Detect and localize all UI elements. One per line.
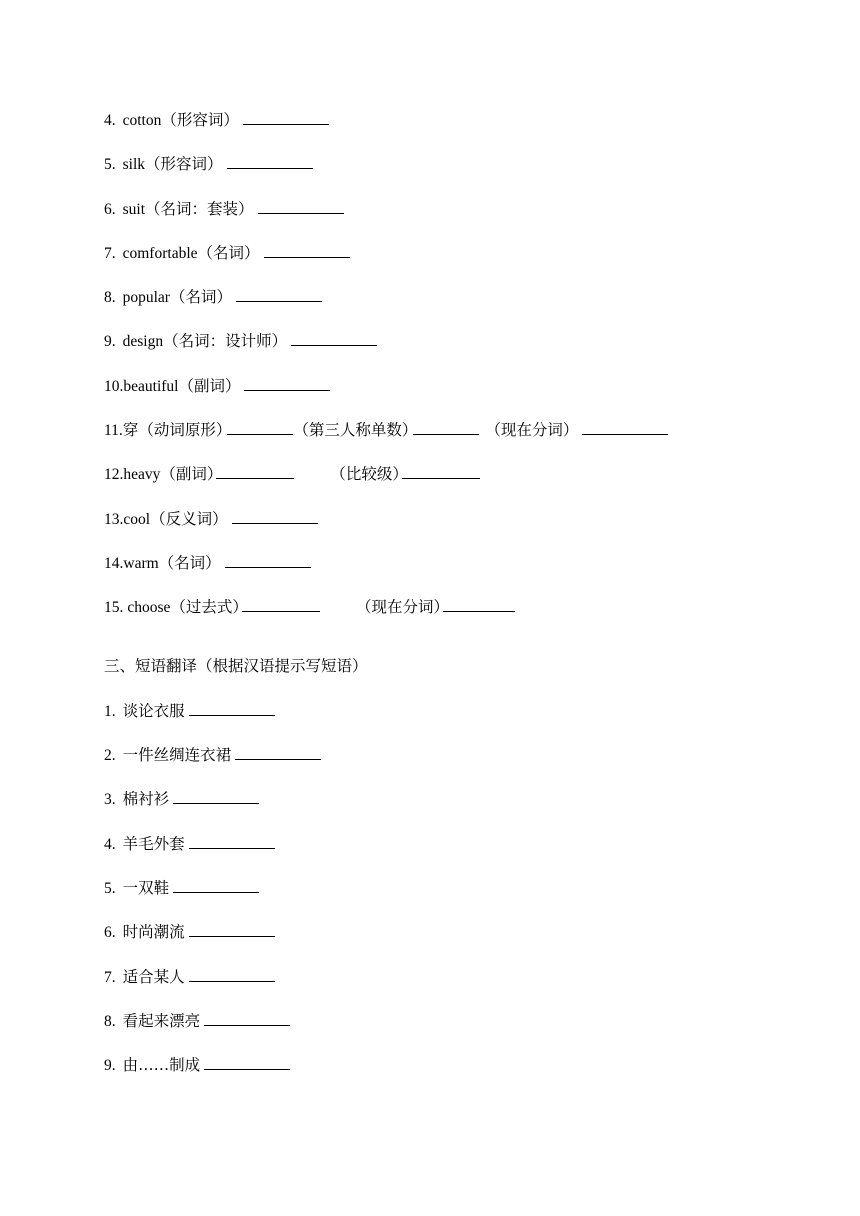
answer-blank[interactable] bbox=[582, 420, 668, 435]
answer-blank[interactable] bbox=[225, 553, 311, 568]
answer-blank[interactable] bbox=[443, 597, 515, 612]
item-number: 8. bbox=[104, 1013, 116, 1030]
section-title: 三、短语翻译（根据汉语提示写短语） bbox=[104, 657, 368, 675]
answer-blank[interactable] bbox=[227, 420, 293, 435]
answer-blank[interactable] bbox=[413, 420, 479, 435]
item-hint: （副词） bbox=[178, 377, 241, 395]
item-number: 9. bbox=[104, 333, 116, 350]
item-hint: （动词原形） bbox=[138, 421, 232, 439]
item-number: 7. bbox=[104, 969, 116, 986]
item-hint: （名词：设计师） bbox=[163, 332, 288, 350]
item-number: 5. bbox=[104, 880, 116, 897]
phrase-item bbox=[104, 699, 275, 723]
item-text: 谈论衣服 bbox=[122, 702, 185, 720]
item-hint: （第三人称单数） bbox=[293, 421, 418, 439]
item-hint: （反义词） bbox=[150, 510, 228, 528]
item-number: 3. bbox=[104, 791, 116, 808]
item-number: 7. bbox=[104, 245, 116, 262]
vocab-item bbox=[104, 197, 344, 221]
item-text: 一双鞋 bbox=[122, 879, 170, 897]
item-number: 1. bbox=[104, 703, 116, 720]
answer-blank[interactable] bbox=[291, 331, 377, 346]
vocab-item bbox=[104, 329, 377, 353]
phrase-item bbox=[104, 965, 275, 989]
item-hint: （比较级） bbox=[330, 465, 408, 483]
item-number: 12. bbox=[104, 466, 124, 483]
answer-blank[interactable] bbox=[204, 1055, 290, 1070]
vocab-item bbox=[104, 241, 350, 265]
item-text: 时尚潮流 bbox=[122, 923, 185, 941]
answer-blank[interactable] bbox=[235, 745, 321, 760]
answer-blank[interactable] bbox=[236, 287, 322, 302]
answer-blank[interactable] bbox=[216, 464, 294, 479]
answer-blank[interactable] bbox=[189, 701, 275, 716]
item-hint: （现在分词） bbox=[355, 598, 449, 616]
item-hint: （名词：套装） bbox=[145, 200, 254, 218]
vocab-item bbox=[104, 152, 313, 176]
item-word: beautiful bbox=[123, 378, 179, 395]
item-number: 6. bbox=[104, 924, 116, 941]
item-word: popular bbox=[122, 289, 170, 306]
item-text: 羊毛外套 bbox=[122, 835, 185, 853]
section-heading bbox=[104, 654, 368, 678]
vocab-item bbox=[104, 551, 311, 575]
item-number: 5. bbox=[104, 156, 116, 173]
item-text: 由……制成 bbox=[122, 1056, 201, 1074]
answer-blank[interactable] bbox=[173, 878, 259, 893]
phrase-item bbox=[104, 1053, 290, 1077]
item-number: 6. bbox=[104, 201, 116, 218]
item-word: cool bbox=[123, 511, 151, 528]
item-number: 9. bbox=[104, 1057, 116, 1074]
answer-blank[interactable] bbox=[227, 154, 313, 169]
answer-blank[interactable] bbox=[242, 597, 320, 612]
item-number: 4. bbox=[104, 836, 116, 853]
item-word: cotton bbox=[122, 112, 162, 129]
answer-blank[interactable] bbox=[189, 922, 275, 937]
item-hint: （名词） bbox=[169, 288, 232, 306]
item-number: 8. bbox=[104, 289, 116, 306]
phrase-item bbox=[104, 920, 275, 944]
item-hint: （过去式） bbox=[170, 598, 248, 616]
answer-blank[interactable] bbox=[204, 1011, 290, 1026]
answer-blank[interactable] bbox=[173, 789, 259, 804]
item-number: 11. bbox=[104, 422, 123, 439]
answer-blank[interactable] bbox=[243, 110, 329, 125]
phrase-item bbox=[104, 743, 321, 767]
item-text: 一件丝绸连衣裙 bbox=[122, 746, 232, 764]
vocab-item bbox=[104, 462, 480, 486]
item-word: warm bbox=[123, 555, 159, 572]
phrase-item bbox=[104, 876, 259, 900]
phrase-item bbox=[104, 787, 259, 811]
item-word: choose bbox=[127, 599, 171, 616]
item-hint: （形容词） bbox=[161, 111, 239, 129]
vocab-item bbox=[104, 507, 318, 531]
phrase-item bbox=[104, 1009, 290, 1033]
item-number: 10. bbox=[104, 378, 124, 395]
vocab-item bbox=[104, 418, 668, 442]
answer-blank[interactable] bbox=[264, 243, 350, 258]
item-number: 14. bbox=[104, 555, 124, 572]
item-text: 棉衬衫 bbox=[122, 790, 170, 808]
vocab-item bbox=[104, 285, 322, 309]
item-hint: （名词） bbox=[197, 244, 260, 262]
item-number: 15. bbox=[104, 599, 124, 616]
item-text: 适合某人 bbox=[122, 968, 185, 986]
item-hint: （现在分词） bbox=[485, 421, 579, 439]
item-word: suit bbox=[122, 201, 146, 218]
phrase-item bbox=[104, 832, 275, 856]
answer-blank[interactable] bbox=[189, 834, 275, 849]
vocab-item bbox=[104, 595, 515, 619]
vocab-item bbox=[104, 108, 329, 132]
vocab-item bbox=[104, 374, 330, 398]
item-hint: （形容词） bbox=[145, 155, 223, 173]
item-word: 穿 bbox=[122, 421, 139, 439]
item-hint: （名词） bbox=[158, 554, 221, 572]
answer-blank[interactable] bbox=[244, 376, 330, 391]
answer-blank[interactable] bbox=[402, 464, 480, 479]
item-word: heavy bbox=[123, 466, 161, 483]
item-word: design bbox=[122, 333, 164, 350]
item-hint: （副词） bbox=[160, 465, 223, 483]
item-word: silk bbox=[122, 156, 146, 173]
item-number: 2. bbox=[104, 747, 116, 764]
item-word: comfortable bbox=[122, 245, 198, 262]
answer-blank[interactable] bbox=[232, 509, 318, 524]
item-text: 看起来漂亮 bbox=[122, 1012, 201, 1030]
item-number: 13. bbox=[104, 511, 124, 528]
answer-blank[interactable] bbox=[258, 199, 344, 214]
item-number: 4. bbox=[104, 112, 116, 129]
answer-blank[interactable] bbox=[189, 967, 275, 982]
